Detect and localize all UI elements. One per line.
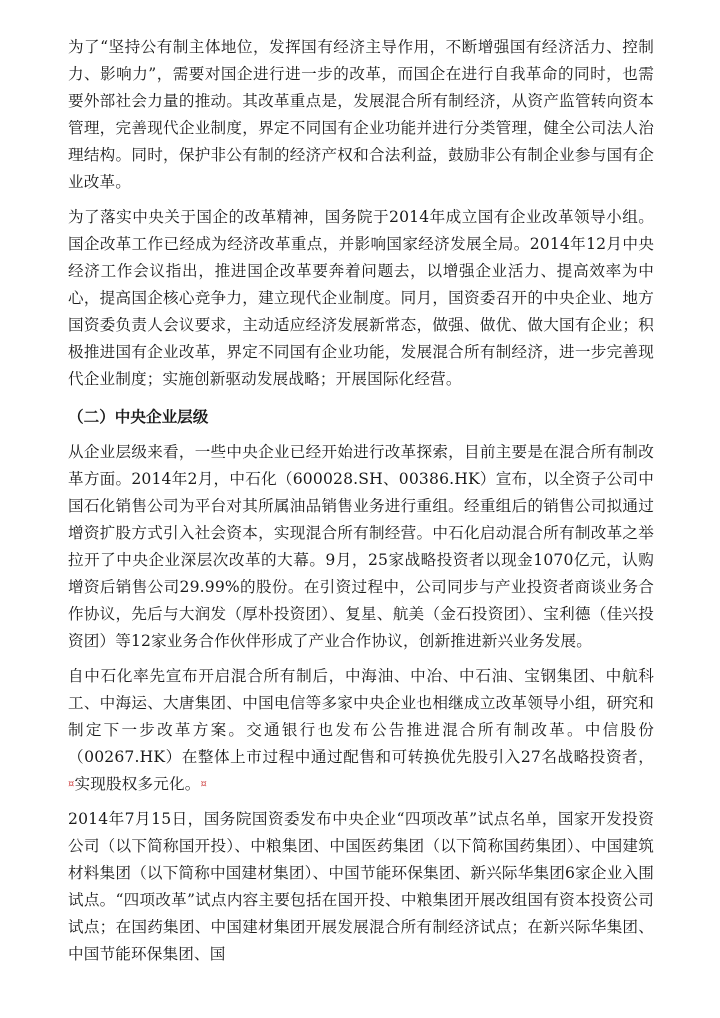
paragraph-state-council: 为了落实中央关于国企的改革精神，国务院于2014年成立国有企业改革领导小组。国企改革工作已经成为经济改革重点，并影响国家经济发展全局。2014年12月中央经济工作会议指出，推进国企改革要奔着问题去，以增强企业活力、提高效率为中心，提高国企核心竞争力，建立现代企业制度。同月，国资委召开的中央企业、地方国资委负责人会议要求，主动适应经济发展新常态，做强、做优、做大国有企业；积极推进国有企业改革，界定不同国有企业功能，发展混合所有制经济，进一步完善现代企业制度；实施创新驱动发展战略；开展国际化经营。: [68, 208, 654, 388]
section-heading: （二）中央企业层级: [68, 408, 209, 426]
paragraph-central-enterprises-text: 自中石化率先宣布开启混合所有制后，中海油、中冶、中石油、宝钢集团、中航科工、中海运、大唐集团、中国电信等多家中央企业也相继成立改革领导小组，研究和制定下一步改革方案。交通银行也发布公告推进混合所有制改革。中信股份（00267.HK）在整体上市过程中通过配售和可转换优先股引入27名战略投资者，: [68, 667, 654, 766]
paragraph-four-reforms: 2014年7月15日，国务院国资委发布中央企业“四项改革”试点名单，国家开发投资公司（以下简称国开投）、中粮集团、中国医药集团（以下简称国药集团）、中国建筑材料集团（以下简称中国建材集团）、中国节能环保集团、新兴际华集团6家企业入围试点。“四项改革”试点内容主要包括在国开投、中粮集团开展改组国有资本投资公司试点；在国药集团、中国建材集团开展发展混合所有制经济试点；在新兴际华集团、中国节能环保集团、国: [68, 810, 654, 963]
citation-marker: ¤: [200, 779, 207, 790]
paragraph-sinopec: 从企业层级来看，一些中央企业已经开始进行改革探索，目前主要是在混合所有制改革方面。2014年2月，中石化（600028.SH、00386.HK）宣布，以全资子公司中国石化销售公司为平台对其所属油品销售业务进行重组。经重组后的销售公司拟通过增资扩股方式引入社会资本，实现混合所有制经营。中石化启动混合所有制改革之举拉开了中央企业深层次改革的大幕。9月，25家战略投资者以现金1070亿元，认购增资后销售公司29.99%的股份。在引资过程中，公司同步与产业投资者商谈业务合作协议，先后与大润发（厚朴投资团）、复星、航美（金石投资团）、宝利德（佳兴投资团）等12家业务合作伙伴形成了产业合作协议，创新推进新兴业务发展。: [68, 443, 654, 650]
citation-marker: ¤: [68, 779, 75, 790]
paragraph-reform-focus: 为了“坚持公有制主体地位，发挥国有经济主导作用，不断增强国有经济活力、控制力、影响力”，需要对国企进行进一步的改革，而国企在进行自我革命的同时，也需要外部社会力量的推动。其改革重点是，发展混合所有制经济，从资产监管转向资本管理，完善现代企业制度，界定不同国有企业功能并进行分类管理，健全公司法人治理结构。同时，保护非公有制的经济产权和合法利益，鼓励非公有制企业参与国有企业改革。: [68, 38, 654, 191]
document-page: [68, 34, 654, 968]
paragraph-central-enterprises: [68, 663, 654, 798]
paragraph-central-enterprises-tail: 实现股权多元化。: [74, 775, 201, 793]
